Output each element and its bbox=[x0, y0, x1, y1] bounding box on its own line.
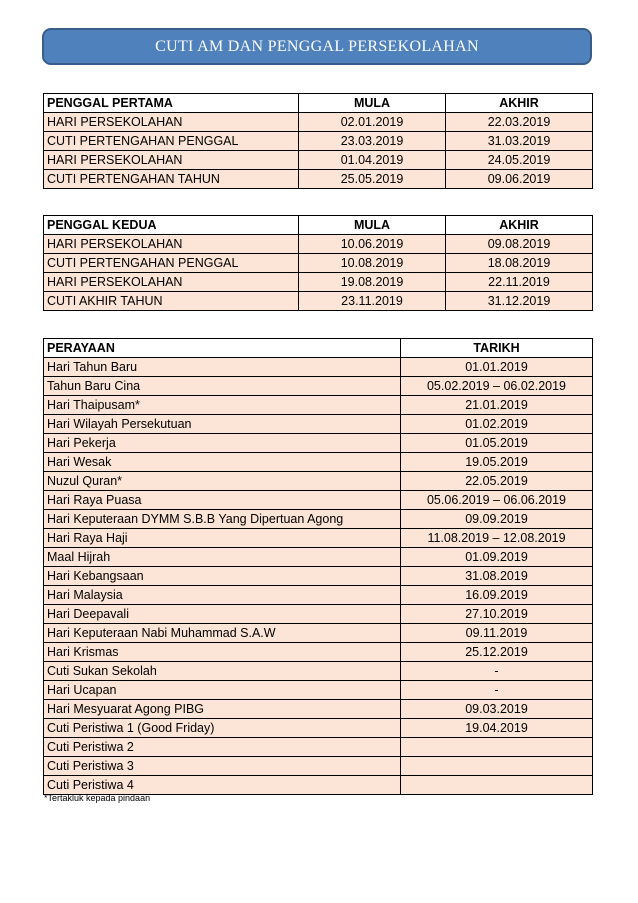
date-cell: 31.03.2019 bbox=[446, 132, 593, 151]
date-cell: 21.01.2019 bbox=[401, 396, 593, 415]
table-header-row bbox=[44, 339, 593, 358]
date-cell: 01.01.2019 bbox=[401, 358, 593, 377]
table-row bbox=[44, 738, 593, 757]
column-header: MULA bbox=[299, 94, 446, 113]
date-cell: 09.11.2019 bbox=[401, 624, 593, 643]
date-cell: - bbox=[401, 662, 593, 681]
date-cell: 09.09.2019 bbox=[401, 510, 593, 529]
table-row bbox=[44, 358, 593, 377]
date-cell: 01.04.2019 bbox=[299, 151, 446, 170]
date-cell: 25.12.2019 bbox=[401, 643, 593, 662]
date-cell: 25.05.2019 bbox=[299, 170, 446, 189]
date-cell: 05.06.2019 – 06.06.2019 bbox=[401, 491, 593, 510]
date-cell: 09.06.2019 bbox=[446, 170, 593, 189]
date-cell: 19.04.2019 bbox=[401, 719, 593, 738]
table-row bbox=[44, 757, 593, 776]
row-label-cell: Hari Tahun Baru bbox=[44, 358, 401, 377]
page-title: CUTI AM DAN PENGGAL PERSEKOLAHAN bbox=[155, 37, 479, 55]
table-row bbox=[44, 529, 593, 548]
table-row bbox=[44, 510, 593, 529]
row-label-cell: HARI PERSEKOLAHAN bbox=[44, 113, 299, 132]
penggal-pertama-body bbox=[44, 94, 593, 189]
column-header: PERAYAAN bbox=[44, 339, 401, 358]
column-header: TARIKH bbox=[401, 339, 593, 358]
penggal-pertama-table bbox=[43, 93, 593, 189]
row-label-cell: Hari Keputeraan Nabi Muhammad S.A.W bbox=[44, 624, 401, 643]
column-header: PENGGAL PERTAMA bbox=[44, 94, 299, 113]
table-row bbox=[44, 548, 593, 567]
date-cell: 09.08.2019 bbox=[446, 235, 593, 254]
perayaan-body bbox=[44, 339, 593, 795]
row-label-cell: CUTI PERTENGAHAN TAHUN bbox=[44, 170, 299, 189]
row-label-cell: Hari Raya Haji bbox=[44, 529, 401, 548]
row-label-cell: Hari Wilayah Persekutuan bbox=[44, 415, 401, 434]
date-cell: 24.05.2019 bbox=[446, 151, 593, 170]
table-row bbox=[44, 700, 593, 719]
table-row bbox=[44, 643, 593, 662]
row-label-cell: CUTI AKHIR TAHUN bbox=[44, 292, 299, 311]
row-label-cell: Cuti Peristiwa 2 bbox=[44, 738, 401, 757]
page-title-banner bbox=[42, 28, 592, 65]
column-header: MULA bbox=[299, 216, 446, 235]
date-cell: 10.08.2019 bbox=[299, 254, 446, 273]
row-label-cell: HARI PERSEKOLAHAN bbox=[44, 235, 299, 254]
date-cell: 27.10.2019 bbox=[401, 605, 593, 624]
row-label-cell: Hari Ucapan bbox=[44, 681, 401, 700]
row-label-cell: Cuti Peristiwa 1 (Good Friday) bbox=[44, 719, 401, 738]
column-header: AKHIR bbox=[446, 216, 593, 235]
date-cell bbox=[401, 776, 593, 795]
table-row bbox=[44, 396, 593, 415]
date-cell: 16.09.2019 bbox=[401, 586, 593, 605]
date-cell: 10.06.2019 bbox=[299, 235, 446, 254]
date-cell: 31.08.2019 bbox=[401, 567, 593, 586]
table-row bbox=[44, 491, 593, 510]
row-label-cell: Hari Krismas bbox=[44, 643, 401, 662]
row-label-cell: Hari Raya Puasa bbox=[44, 491, 401, 510]
perayaan-table bbox=[43, 338, 593, 795]
date-cell: 22.05.2019 bbox=[401, 472, 593, 491]
date-cell: 01.05.2019 bbox=[401, 434, 593, 453]
table-row bbox=[44, 567, 593, 586]
date-cell: 18.08.2019 bbox=[446, 254, 593, 273]
row-label-cell: Hari Kebangsaan bbox=[44, 567, 401, 586]
row-label-cell: Hari Deepavali bbox=[44, 605, 401, 624]
row-label-cell: Cuti Peristiwa 3 bbox=[44, 757, 401, 776]
table-row bbox=[44, 719, 593, 738]
date-cell: 09.03.2019 bbox=[401, 700, 593, 719]
table-header-row bbox=[44, 216, 593, 235]
table-row bbox=[44, 292, 593, 311]
row-label-cell: Hari Mesyuarat Agong PIBG bbox=[44, 700, 401, 719]
table-row bbox=[44, 273, 593, 292]
row-label-cell: Hari Malaysia bbox=[44, 586, 401, 605]
date-cell: 19.05.2019 bbox=[401, 453, 593, 472]
row-label-cell: HARI PERSEKOLAHAN bbox=[44, 273, 299, 292]
date-cell: 22.03.2019 bbox=[446, 113, 593, 132]
date-cell: 23.11.2019 bbox=[299, 292, 446, 311]
row-label-cell: Hari Pekerja bbox=[44, 434, 401, 453]
table-row bbox=[44, 113, 593, 132]
row-label-cell: Maal Hijrah bbox=[44, 548, 401, 567]
row-label-cell: Tahun Baru Cina bbox=[44, 377, 401, 396]
table-row bbox=[44, 776, 593, 795]
row-label-cell: Cuti Peristiwa 4 bbox=[44, 776, 401, 795]
row-label-cell: Nuzul Quran* bbox=[44, 472, 401, 491]
table-row bbox=[44, 132, 593, 151]
date-cell bbox=[401, 738, 593, 757]
row-label-cell: CUTI PERTENGAHAN PENGGAL bbox=[44, 132, 299, 151]
table-header-row bbox=[44, 94, 593, 113]
table-row bbox=[44, 472, 593, 491]
row-label-cell: CUTI PERTENGAHAN PENGGAL bbox=[44, 254, 299, 273]
row-label-cell: Hari Wesak bbox=[44, 453, 401, 472]
column-header: AKHIR bbox=[446, 94, 593, 113]
table-row bbox=[44, 235, 593, 254]
date-cell: 01.09.2019 bbox=[401, 548, 593, 567]
penggal-kedua-body bbox=[44, 216, 593, 311]
row-label-cell: Cuti Sukan Sekolah bbox=[44, 662, 401, 681]
date-cell: 23.03.2019 bbox=[299, 132, 446, 151]
table-row bbox=[44, 586, 593, 605]
table-row bbox=[44, 415, 593, 434]
table-row bbox=[44, 170, 593, 189]
date-cell: 19.08.2019 bbox=[299, 273, 446, 292]
table-row bbox=[44, 434, 593, 453]
footnote: *Tertakluk kepada pindaan bbox=[44, 793, 151, 803]
date-cell bbox=[401, 757, 593, 776]
row-label-cell: HARI PERSEKOLAHAN bbox=[44, 151, 299, 170]
table-row bbox=[44, 624, 593, 643]
table-row bbox=[44, 151, 593, 170]
row-label-cell: Hari Keputeraan DYMM S.B.B Yang Dipertuan Agong bbox=[44, 510, 401, 529]
table-row bbox=[44, 605, 593, 624]
table-row bbox=[44, 254, 593, 273]
table-row bbox=[44, 453, 593, 472]
date-cell: 22.11.2019 bbox=[446, 273, 593, 292]
date-cell: 02.01.2019 bbox=[299, 113, 446, 132]
date-cell: 05.02.2019 – 06.02.2019 bbox=[401, 377, 593, 396]
date-cell: 01.02.2019 bbox=[401, 415, 593, 434]
table-row bbox=[44, 662, 593, 681]
table-row bbox=[44, 681, 593, 700]
date-cell: 11.08.2019 – 12.08.2019 bbox=[401, 529, 593, 548]
date-cell: - bbox=[401, 681, 593, 700]
row-label-cell: Hari Thaipusam* bbox=[44, 396, 401, 415]
column-header: PENGGAL KEDUA bbox=[44, 216, 299, 235]
penggal-kedua-table bbox=[43, 215, 593, 311]
table-row bbox=[44, 377, 593, 396]
date-cell: 31.12.2019 bbox=[446, 292, 593, 311]
